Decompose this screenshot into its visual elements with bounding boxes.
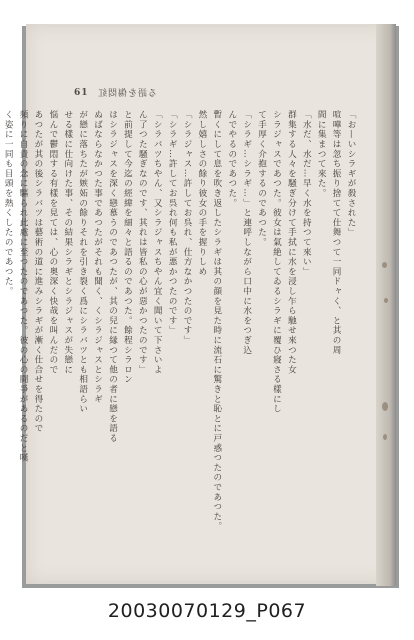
text-line: はシラジャスを深く戀慕うのであつたが、其の兒に縁つて他の者に戀を語る [107, 110, 118, 444]
text-line: 群集する人々を騒ぎ分けて手拭に水を浸し乍ら馳せ來つた女 [286, 110, 297, 375]
text-line: 喧嘩等は忽ち振り捨てて仕舞つて一同ドャく、と其の周 [331, 110, 342, 355]
text-line: 「シラギ…シラギ…」と連呼しながら口中に水をつぎ込 [241, 110, 252, 355]
paper-stain [383, 434, 387, 440]
text-line: 「シラギ…許してお呉れ何も私が悪かつたのです」 [167, 110, 178, 336]
text-line: 「水だ、水だ…早く水を持つて來い」 [301, 110, 312, 277]
text-line: 暫くにして息を吹き返したシラギは其の顔を見た時に流石に驚きと恥とに戸惑つたのであつた。然し嬉しさの餘り彼女の手を握りしめ [196, 110, 222, 532]
paper-stain [382, 402, 388, 411]
text-line: 「シラバツちやん、又シラジャスちやん宜く聞いて下さいよ [152, 110, 163, 375]
text-line: 「お—いシラギが殺された」 [346, 110, 356, 238]
text-line: が戀に落ちたが嫉妬の餘りそれを引き裂く爲にシラバツとも相語らい [77, 110, 88, 414]
text-line: んでやるのであつた。 [226, 110, 237, 208]
body-text [3, 110, 358, 540]
running-title: る語を傷悶紅 [96, 89, 157, 99]
text-line: と前提して今迄の經緯を細々と語るのであつた。餘程シラロン [122, 110, 133, 385]
image-caption: 20030070129_P067 [107, 600, 307, 622]
text-line: く姿に一同も目頭を熱くしたのであつた。 [3, 110, 14, 297]
text-line: 頻りに自責の念に驅られ此處に至つたのであつた。彼の心の闘爭があるのだと嘆 [18, 110, 29, 463]
text-line: ん了つた騒ぎなのです、其れは皆私の心が惡かつたのです」 [137, 110, 148, 375]
page-number: 61 [74, 87, 89, 98]
paper-stain [382, 262, 387, 268]
text-line: て手厚く介抱するのであつた。 [256, 110, 267, 248]
page-edge [376, 24, 396, 586]
text-line: ぬばならなかつた事であつたがそれも聞く、くシラジャスとシラギ [92, 110, 103, 404]
text-line: 間に集まつて來た。 [316, 110, 327, 199]
text-line: シラジャスであつた。彼女は氣絶してゐるシラギに覆ひ寢さる樣にし [271, 110, 282, 414]
text-line: あつたが其の後シラバツは藝術の道に進みシラギが漸く仕合せを得たので [32, 110, 43, 434]
paper-stain [384, 298, 388, 303]
page-header [74, 86, 157, 99]
text-line: 「シラジャス…許してお呉れ、仕方なかつたのです」 [182, 110, 193, 346]
text-line: 悩んで鬱悶する有樣を見ては、心の奥深く快哉を叫んだので [47, 110, 58, 375]
text-line: せる樣に仕向けた事、その結果シラギとシラジャスが失戀に [62, 110, 73, 375]
